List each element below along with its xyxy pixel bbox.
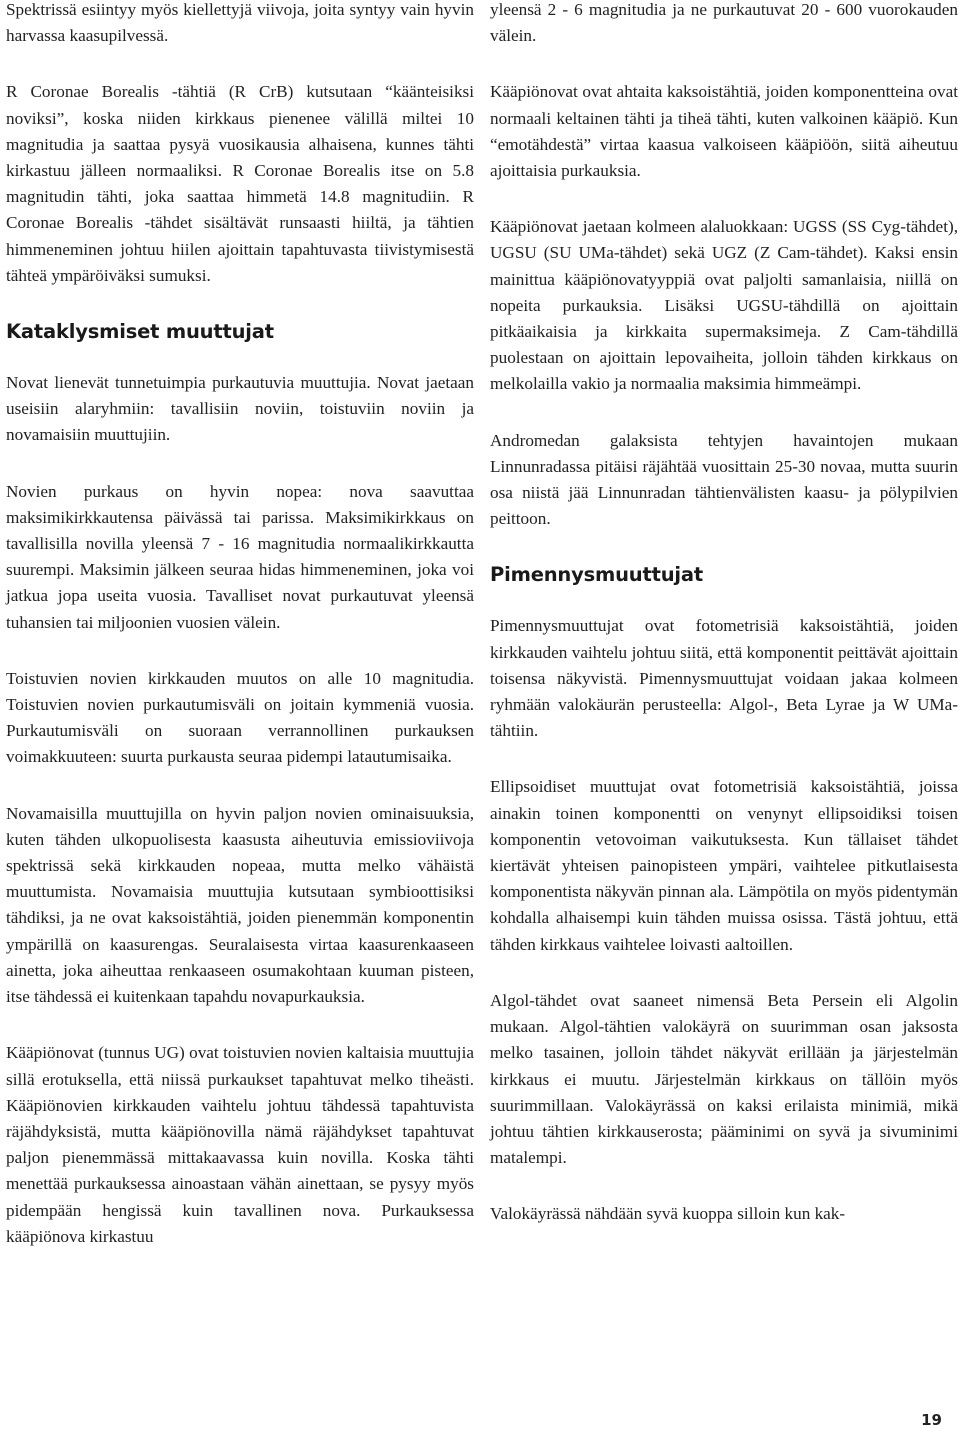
paragraph-novamaiset: Novamaisilla muuttujilla on hyvin paljon novien ominaisuuksia, kuten tähden ulkopuolisesta kaasusta aiheutuvia emissioviivoja spektrissä sekä kirkkauden nopeaa, mutta melko vähäistä muuttumista. Novamaisia muuttujia kutsutaan symbioottisiksi tähdiksi, ja ne ovat kaksoistähtiä, joiden pienemmän komponentin ympärillä on kaasurengas. Seuralaisesta virtaa kaasurenkaaseen ainetta, joka aiheuttaa renkaaseen osumakohtaan kuuman pisteen, itse tähdessä ei kuitenkaan tapahdu novapurkauksia. xyxy=(6,803,474,1007)
paragraph-r-coronae-borealis: R Coronae Borealis -tähtiä (R CrB) kutsutaan “käänteisiksi noviksi”, koska niiden kirkkaus pienenee välillä miltei 10 magnitudia ja saattaa pysyä vuosikausia alhaisena, kunnes tähti kirkastuu jälleen normaaliksi. R Coronae Borealis itse on 5.8 magnitudin tähti, joka saattaa himmetä 14.8 magnitudiin. R Coronae Borealis -tähdet sisältävät runsaasti hiiltä, ja tähtien himmeneminen johtuu hiilen ajoittain tapahtuvasta tiivistymisestä tähteä ympäröiväksi sumuksi. xyxy=(6,82,474,285)
paragraph-pimennysmuuttujat: Pimennysmuuttujat ovat fotometrisiä kaksoistähtiä, joiden kirkkauden vaihtelu johtuu siitä, että komponentit peittävät ajoittain toisensa näkyvistä. Pimennysmuuttujat voidaan jakaa kolmeen ryhmään valokäurän perusteella: Algol-, Beta Lyrae ja W UMa-tähtiin. xyxy=(490,616,958,741)
paragraph-novat-intro: Novat lienevät tunnetuimpia purkautuvia muuttujia. Novat jaetaan useisiin alaryhmiin: tavallisiin noviin, toistuviin noviin ja novamaisiin muuttujiin. xyxy=(6,373,474,445)
paragraph-kaapionovat-cont: yleensä 2 - 6 magnitudia ja ne purkautuvat 20 - 600 vuorokauden välein. xyxy=(490,0,958,46)
paragraph-alaluokat: Kääpiönovat jaetaan kolmeen alaluokkaan: UGSS (SS Cyg-tähdet), UGSU (SU UMa-tähdet) sekä UGZ (Z Cam-tähdet). Kaksi ensin mainittua kääpiönovatyyppiä ovat paljolti samanlaisia, niillä on nopeita purkauksia. Lisäksi UGSU-tähdillä on ajoittain pitkäaikaisia ja kirkkaita supermaksimeja. Z Cam-tähdillä puolestaan on ajoittain lepovaiheita, jolloin tähden kirkkaus on melkolailla vakio ja normaalia maksimia himmeämpi. xyxy=(490,217,958,394)
paragraph-andromeda: Andromedan galaksista tehtyjen havaintojen mukaan Linnunradassa pitäisi räjähtää vuosittain 25-30 novaa, mutta suurin osa niistä jää Linnunradan tähtienvälisten kaasu- ja pölypilvien peittoon. xyxy=(490,430,958,529)
left-column xyxy=(6,0,474,1280)
paragraph-algol: Algol-tähdet ovat saaneet nimensä Beta Persein eli Algolin mukaan. Algol-tähtien valokäyrä on suurimman osan jaksosta melko tasainen, jolloin tähdet näkyvät erillään ja järjestelmän kirkkaus ei muutu. Järjestelmän kirkkaus on tällöin myös suurimmillaan. Valokäyrässä on kaksi erilaista minimiä, mikä johtuu tähtien kirkkauserosta; pääminimi on syvä ja sivuminimi matalempi. xyxy=(490,990,958,1168)
page-number: 19 xyxy=(921,1411,942,1429)
section-heading-kataklysmiset: Kataklysmiset muuttujat xyxy=(6,320,274,344)
paragraph-kaapionovat: Kääpiönovat (tunnus UG) ovat toistuvien novien kaltaisia muuttujia sillä erotuksella, että niissä purkaukset tapahtuvat melko tiheästi. Kääpiönovien kirkkauden vaihtelu johtuu tähdessä tapahtuvista räjähdyksistä, mutta kääpiönovilla nämä räjähdykset tapahtuvat paljon pienemmässä mittakaavassa kuin novilla. Koska tähti menettää purkauksessa ainoastaan vähän ainettaan, se pysyy myös pidempään hengissä kuin tavallinen nova. Purkauksessa kääpiönova kirkastuu xyxy=(6,1043,474,1246)
right-column xyxy=(490,0,958,1258)
section-heading-pimennysmuuttujat: Pimennysmuuttujat xyxy=(490,563,703,587)
paragraph-valokayra: Valokäyrässä nähdään syvä kuoppa silloin kun kak- xyxy=(490,1204,846,1224)
paragraph-spectrum: Spektrissä esiintyy myös kiellettyjä viivoja, joita syntyy vain hyvin harvassa kaasupilvessä. xyxy=(6,0,474,46)
paragraph-toistuvat-novat: Toistuvien novien kirkkauden muutos on alle 10 magnitudia. Toistuvien novien purkautumisväli on joitain kymmeniä vuosia. Purkautumisväli on suoraan verrannollinen purkauksen voimakkuuteen: suurta purkausta seuraa pidempi latautumisaika. xyxy=(6,668,474,767)
paragraph-kaksoistahdet: Kääpiönovat ovat ahtaita kaksoistähtiä, joiden komponentteina ovat normaali keltainen tähti ja tiheä tähti, kuten valkoinen kääpiö. Kun “emotähdestä” virtaa kaasua valkoiseen kääpiöön, siitä aiheutuu ajoittaisia purkauksia. xyxy=(490,82,958,181)
paragraph-ellipsoidiset: Ellipsoidiset muuttujat ovat fotometrisiä kaksoistähtiä, joissa ainakin toinen komponentti on venynyt ellipsoidiksi toisen komponentin vetovoiman vaikutuksesta. Kun tällaiset tähdet kiertävät yhteisen painopisteen ympäri, vaihtelee pitkutlaisesta komponentista näkyvän pinnan ala. Lämpötila on myös pidentymän kohdalla alhaisempi kuin tähden muissa osissa. Tästä johtuu, että tähden kirkkaus vaihtelee loivasti aaltoillen. xyxy=(490,777,958,954)
paragraph-novien-purkaus: Novien purkaus on hyvin nopea: nova saavuttaa maksimikirkkautensa päivässä tai parissa. Maksimikirkkaus on tavallisilla novilla yleensä 7 - 16 magnitudia normaalikirkkautta suurempi. Maksimin jälkeen seuraa hidas himmeneminen, joka voi jatkua jopa useita vuosia. Tavalliset novat purkautuvat yleensä tuhansien tai miljoonien vuosien välein. xyxy=(6,481,474,632)
